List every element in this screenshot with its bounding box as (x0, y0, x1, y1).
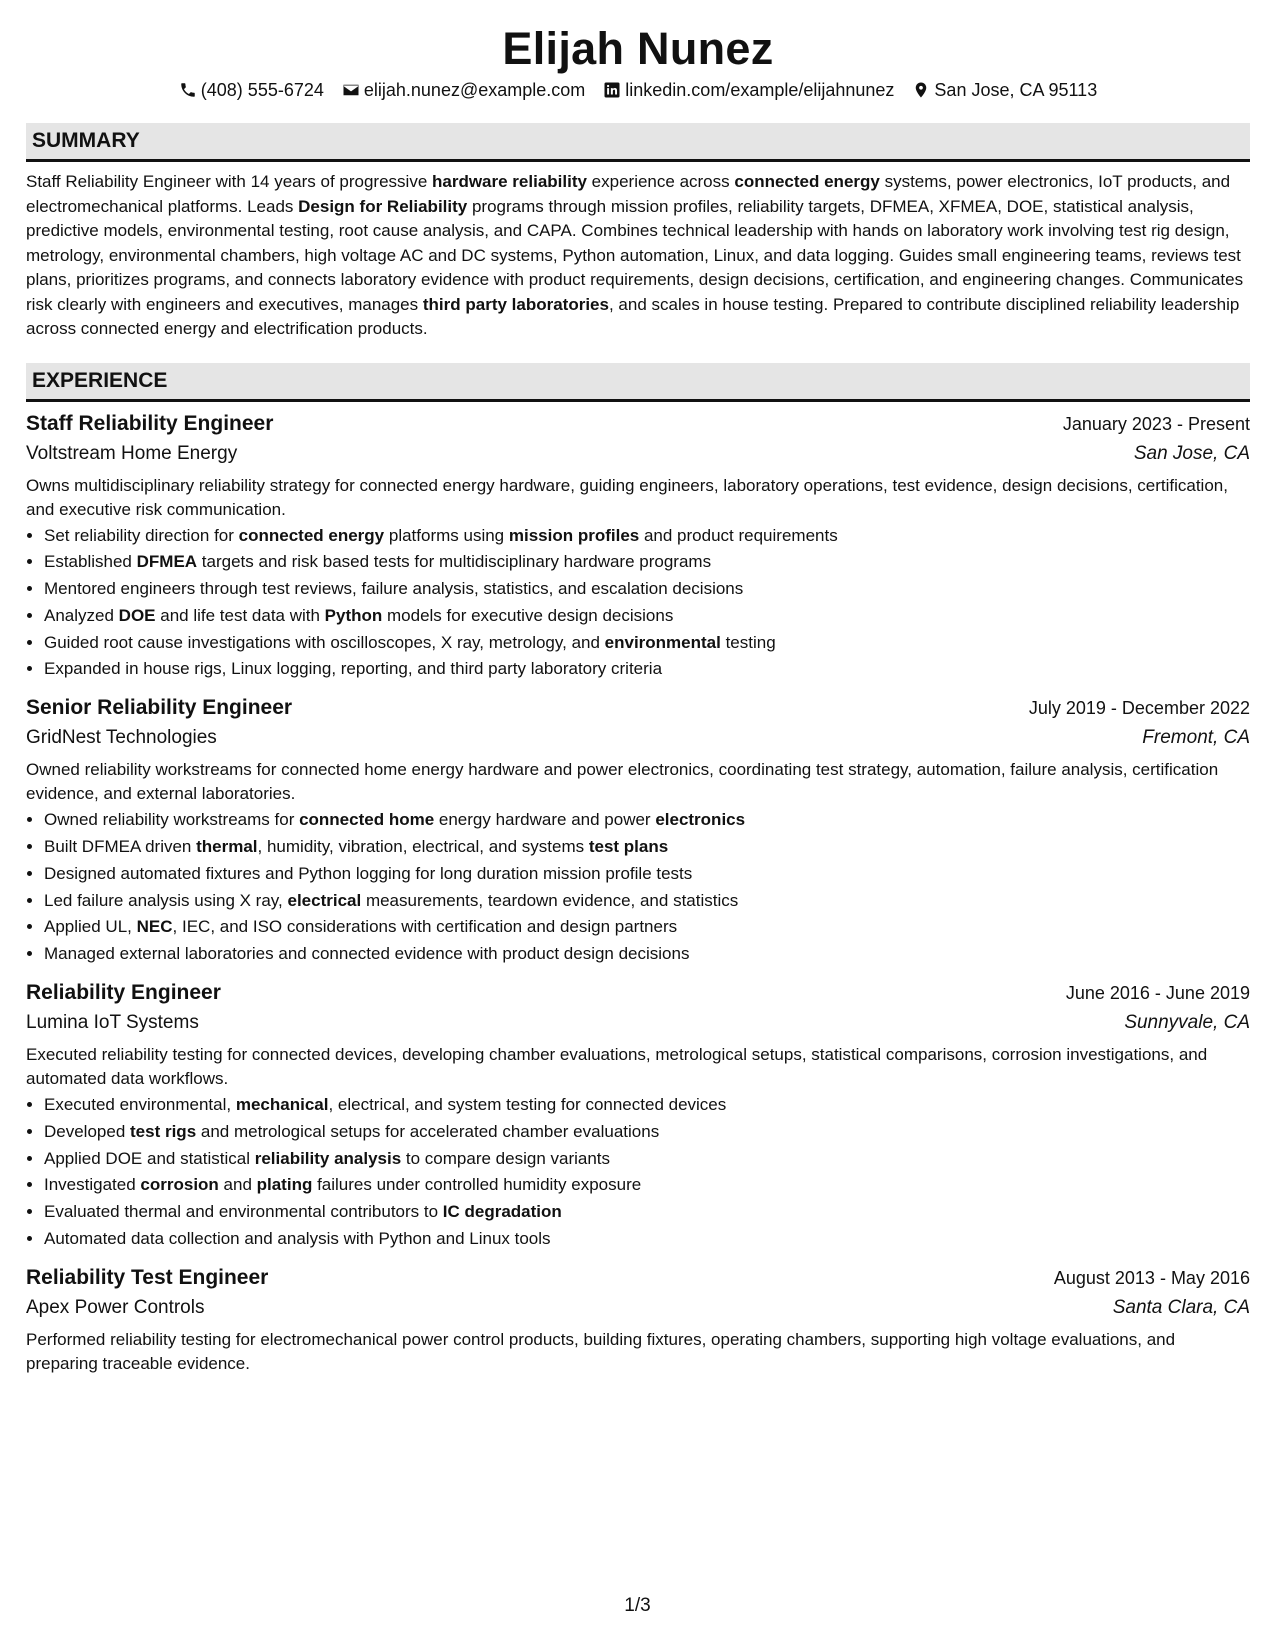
job-dates: June 2016 - June 2019 (1065, 983, 1250, 1004)
text-segment: , IEC, and ISO considerations with certification and design partners (172, 917, 678, 937)
bold-text: connected home (299, 810, 435, 830)
contact-phone (179, 78, 324, 102)
bullet-item (44, 1119, 1250, 1146)
bold-text: test plans (588, 837, 669, 857)
text-segment: Guided root cause investigations with oscilloscopes, X ray, metrology, and (44, 632, 605, 652)
text-segment: Developed (44, 1121, 131, 1141)
bold-text: environmental (604, 632, 721, 652)
text-segment: Applied UL, (44, 917, 137, 937)
location-text: San Jose, CA 95113 (934, 80, 1098, 100)
text-segment: Built DFMEA driven (44, 837, 197, 857)
experience-heading: EXPERIENCE (26, 363, 1250, 402)
text-segment: energy hardware and power (434, 810, 656, 830)
bullet-item (44, 1146, 1250, 1173)
linkedin-text[interactable]: linkedin.com/example/elijahnunez (625, 80, 895, 100)
text-segment: Expanded in house rigs, Linux logging, reporting, and third party laboratory criteria (44, 659, 663, 679)
bullet-item (44, 1226, 1250, 1253)
text-segment: and life test data with (155, 605, 325, 625)
job-company: Apex Power Controls (26, 1296, 205, 1318)
text-segment: testing (720, 632, 776, 652)
text-segment: measurements, teardown evidence, and statistics (361, 890, 739, 910)
bullet-item (44, 914, 1250, 941)
linkedin-icon (603, 81, 621, 99)
bold-text: thermal (196, 837, 258, 857)
contact-location (912, 78, 1097, 102)
text-segment: Designed automated fixtures and Python logging for long duration mission profile tests (44, 863, 693, 883)
text-segment: Owned reliability workstreams for (44, 810, 300, 830)
bullet-item (44, 656, 1250, 683)
summary-heading: SUMMARY (26, 123, 1250, 162)
job-description: Owns multidisciplinary reliability strategy for connected energy hardware, guiding engineers, laboratory operations, test evidence, design decisions, certification, and executive risk communication. (26, 475, 1228, 519)
text-segment: programs through mission profiles, reliability targets, DFMEA, XFMEA, DOE, statistical analysis, predictive models, environmental testing, root cause analysis, and CAPA. Combines technical leadership with hands on laboratory work involving test rig design, metrology, environmental chambers, high voltage AC and DC systems, Python automation, Linux, and data logging. Guides small engineering teams, reviews test plans, prioritizes programs, and connects laboratory evidence with product requirements, design decisions, certification, and engineering changes. Communicates risk clearly with engineers and executives, manages (26, 196, 1244, 314)
job-header-row (26, 693, 1250, 723)
text-segment: Led failure analysis using X ray, (44, 890, 288, 910)
bullet-item (44, 523, 1250, 550)
bullet-item (44, 834, 1250, 861)
job-title: Senior Reliability Engineer (26, 696, 293, 720)
contact-linkedin (603, 78, 894, 102)
bullet-item (44, 603, 1250, 630)
bold-text: mission profiles (508, 525, 640, 545)
bold-text: Python (324, 605, 383, 625)
contact-bar (26, 78, 1250, 102)
email-text[interactable]: elijah.nunez@example.com (363, 80, 586, 100)
bold-text: DFMEA (136, 552, 198, 572)
text-segment: targets and risk based tests for multidisciplinary hardware programs (197, 552, 712, 572)
job-company: Lumina IoT Systems (26, 1012, 199, 1034)
job-company-row (26, 1293, 1250, 1323)
job-title: Staff Reliability Engineer (26, 411, 274, 435)
text-segment: Evaluated thermal and environmental contributors to (44, 1202, 443, 1222)
bold-text: DOE (118, 605, 156, 625)
bold-text: test rigs (130, 1121, 197, 1141)
phone-text[interactable]: (408) 555-6724 (200, 80, 324, 100)
text-segment: systems, power electronics, IoT products, and electromechanical platforms. Leads (26, 172, 1231, 216)
bold-text: connected energy (238, 525, 385, 545)
job-header-row (26, 409, 1250, 439)
job-location: Santa Clara, CA (1112, 1296, 1250, 1318)
text-segment: , electrical, and system testing for connected devices (328, 1095, 727, 1115)
job-header-row (26, 1263, 1250, 1293)
text-segment: experience across (586, 172, 735, 191)
text-segment: Mentored engineers through test reviews, failure analysis, statistics, and escalation decisions (44, 579, 744, 599)
job-company-row (26, 439, 1250, 469)
phone-icon (179, 81, 197, 99)
job-dates: August 2013 - May 2016 (1053, 1267, 1250, 1288)
job-entry (26, 409, 1250, 684)
job-entry (26, 978, 1250, 1253)
candidate-name: Elijah Nunez (502, 23, 774, 74)
text-segment: , humidity, vibration, electrical, and systems (257, 837, 589, 857)
bullet-item (44, 888, 1250, 915)
bold-text: IC degradation (442, 1202, 562, 1222)
bold-text: corrosion (140, 1175, 219, 1195)
text-segment: Set reliability direction for (44, 525, 239, 545)
text-segment: Automated data collection and analysis with Python and Linux tools (44, 1229, 551, 1249)
contact-email (342, 78, 585, 102)
bold-text: electronics (655, 810, 746, 830)
bold-text: hardware reliability (432, 172, 587, 191)
text-segment: Executed environmental, (44, 1095, 236, 1115)
bullet-item (44, 1172, 1250, 1199)
text-segment: Established (44, 552, 137, 572)
text-segment: , and scales in house testing. Prepared to contribute disciplined reliability leadership across connected energy and electrification products. (26, 294, 1240, 338)
bold-text: NEC (136, 917, 173, 937)
job-bullets (26, 807, 1250, 968)
text-segment: and (218, 1175, 257, 1195)
bold-text: Design for Reliability (298, 196, 468, 216)
job-bullets (26, 1092, 1250, 1253)
text-segment: and metrological setups for accelerated chamber evaluations (196, 1121, 660, 1141)
job-company: Voltstream Home Energy (26, 442, 238, 464)
job-description: Performed reliability testing for electromechanical power control products, building fixtures, operating chambers, supporting high voltage evaluations, and preparing traceable evidence. (26, 1329, 1176, 1373)
job-company-row (26, 1008, 1250, 1038)
envelope-icon (342, 81, 360, 99)
bold-text: plating (256, 1175, 313, 1195)
bullet-item (44, 549, 1250, 576)
job-company: GridNest Technologies (26, 727, 217, 749)
map-pin-icon (912, 81, 930, 99)
bold-text: mechanical (235, 1095, 329, 1115)
bullet-item (44, 576, 1250, 603)
job-bullets (26, 523, 1250, 684)
bullet-item (44, 630, 1250, 657)
bold-text: electrical (287, 890, 362, 910)
job-dates: July 2019 - December 2022 (1028, 698, 1250, 719)
text-segment: Investigated (44, 1175, 141, 1195)
job-header-row (26, 978, 1250, 1008)
text-segment: platforms using (384, 525, 509, 545)
bullet-item (44, 1199, 1250, 1226)
text-segment: to compare design variants (401, 1148, 611, 1168)
job-description: Owned reliability workstreams for connected home energy hardware and power electronics, coordinating test strategy, automation, failure analysis, certification evidence, and external laboratories. (26, 760, 1219, 804)
bullet-item (44, 941, 1250, 968)
summary-text (26, 170, 1250, 342)
job-description: Executed reliability testing for connected devices, developing chamber evaluations, metrological setups, statistical comparisons, corrosion investigations, and automated data workflows. (26, 1045, 1208, 1089)
bold-text: reliability analysis (254, 1148, 402, 1168)
text-segment: Managed external laboratories and connected evidence with product design decisions (44, 944, 690, 964)
text-segment: Analyzed (44, 605, 119, 625)
job-title: Reliability Engineer (26, 981, 221, 1005)
bullet-item (44, 861, 1250, 888)
text-segment: models for executive design decisions (382, 605, 674, 625)
job-entry (26, 693, 1250, 968)
job-title: Reliability Test Engineer (26, 1265, 269, 1289)
job-entry (26, 1263, 1250, 1376)
page-number: 1/3 (624, 1595, 651, 1616)
text-segment: failures under controlled humidity exposure (312, 1175, 642, 1195)
job-dates: January 2023 - Present (1062, 413, 1250, 434)
job-location: Fremont, CA (1142, 727, 1250, 749)
bullet-item (44, 1092, 1250, 1119)
bullet-item (44, 807, 1250, 834)
bold-text: connected energy (734, 172, 880, 191)
job-location: Sunnyvale, CA (1124, 1012, 1250, 1034)
job-location: San Jose, CA (1133, 442, 1250, 464)
bold-text: third party laboratories (422, 294, 609, 314)
job-company-row (26, 723, 1250, 753)
text-segment: and product requirements (639, 525, 838, 545)
text-segment: Staff Reliability Engineer with 14 years of progressive (26, 172, 432, 191)
resume-page (26, 22, 1250, 1376)
text-segment: Applied DOE and statistical (44, 1148, 255, 1168)
